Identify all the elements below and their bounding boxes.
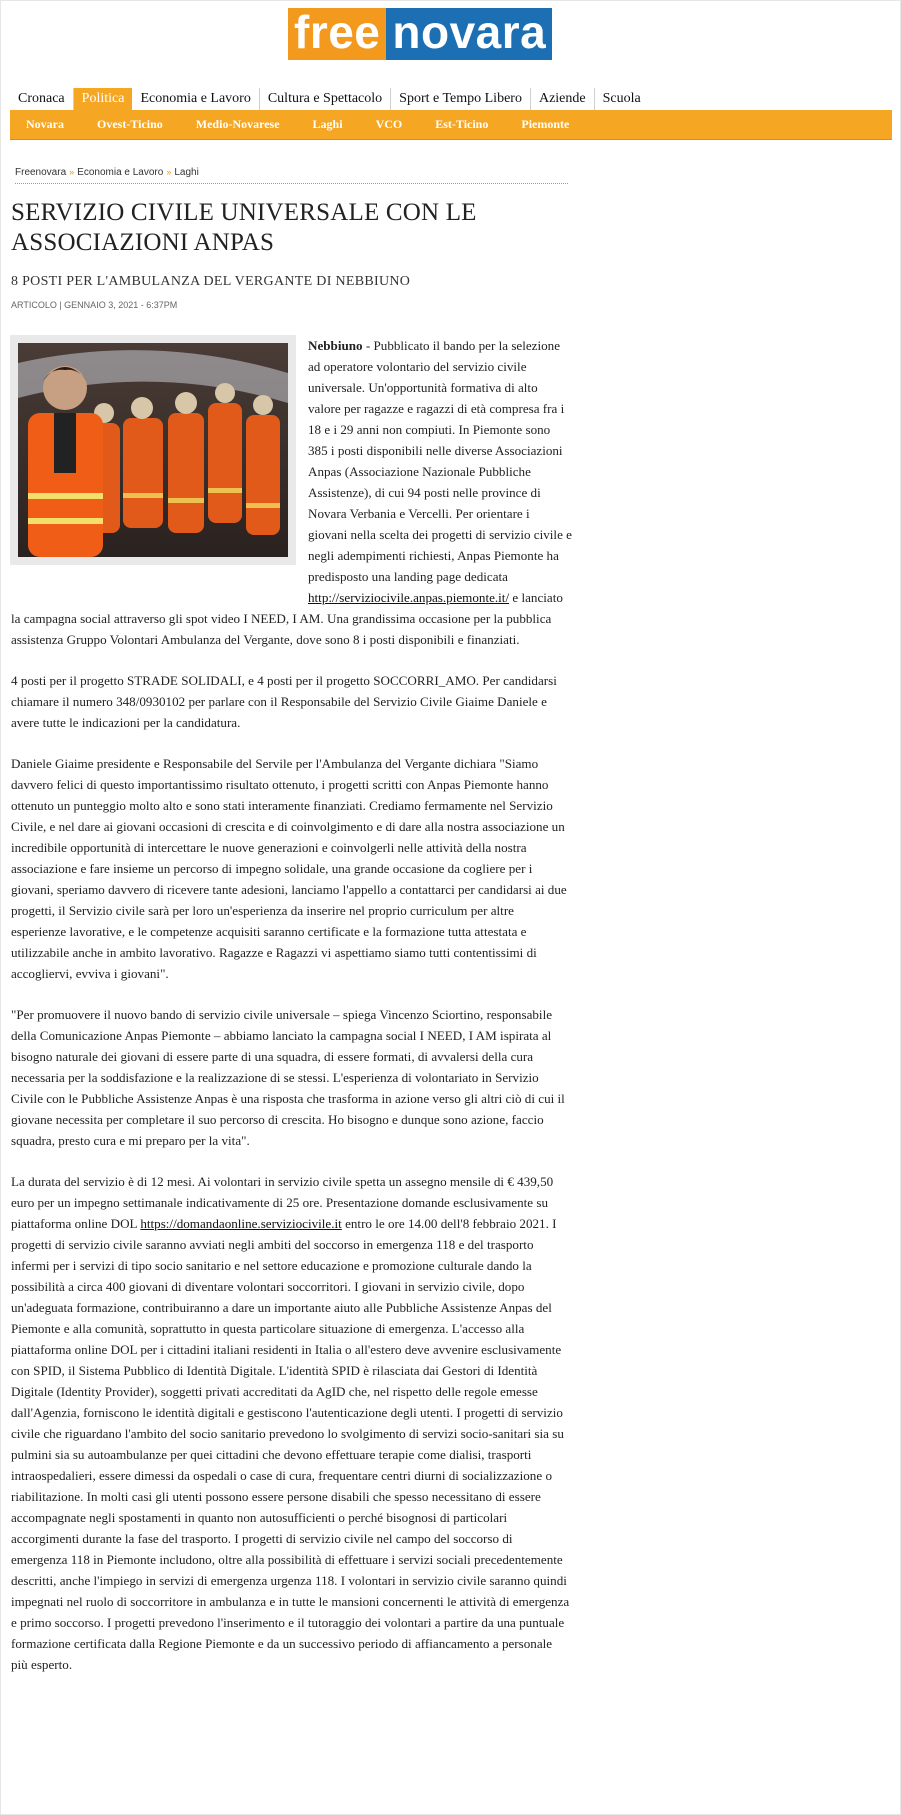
paragraph-text: e lanciato la campagna social attraverso gli spot video I NEED, I AM. Una grandissima occasione per la pubblica assistenza Gruppo Volontari Ambulanza del Vergante, dove sono 8 i posti disponibili e finanziati. [11,590,563,647]
nav-economia-lavoro[interactable]: Economia e Lavoro [132,88,259,110]
nav-cronaca[interactable]: Cronaca [10,88,74,110]
article-title: SERVIZIO CIVILE UNIVERSALE CON LE ASSOCIAZIONI ANPAS [11,199,477,256]
paragraph-text: entro le ore 14.00 dell'8 febbraio 2021. I progetti di servizio civile saranno avviati negli ambiti del soccorso in emergenza 118 e del trasporto infermi per i servizi di tipo socio sanitario e nel settore educazione e promozione culturale dando la possibilità a circa 400 giovani di diventare volontari soccorritori. I giovani in servizio civile, dopo un'adeguata formazione, contribuiranno a dare un importante aiuto alle Pubbliche Assistenze Anpas del Piemonte e alla comunità, soprattutto in questa particolare situazione di emergenza. L'accesso alla piattaforma online DOL per i cittadini italiani residenti in Italia o all'estero deve avvenire esclusivamente con SPID, il Sistema Pubblico di Identità Digitale. L'identità SPID è rilasciata dai Gestori di Identità Digitale (Identity Provider), soggetti privati accreditati da AgID che, nel rispetto delle regole emesse dall'Agenzia, forniscono le identità digitali e gestiscono l'autenticazione degli utenti. I progetti di servizio civile che riguardano l'ambito del socio sanitario prevedono lo svolgimento di servizi socio-sanitari sia su pulmini sia su autoambulanze per quei cittadini che devono effettuare terapie come dialisi, trasporti intraospedalieri, essere dimessi da ospedali o case di cura, frequentare centri diurni di socializzazione o riabilitazione. In molti casi gli utenti possono essere persone disabili che spesso necessitano di essere accompagnate negli spostamenti in quanto non autosufficienti o perché bisognosi di particolari accorgimenti durante la fase del trasporto. I progetti di servizio civile nel campo del soccorso di emergenza 118 in Piemonte includono, oltre alla possibilità di effettuare i servizi sociali precedentemente descritti, anche l'impiego in servizi di emergenza urgenza 118. I volontari in servizio civile saranno quindi impegnati nel ruolo di soccorritore in ambulanza e in tutte le mansioni concernenti le attività di emergenza e primo soccorso. I progetti prevedono l'inserimento e il tutoraggio dei volontari a partire da una puntuale formazione certificata dalla Regione Piemonte e da un successivo periodo di affiancamento a personale più esperto. [11,1216,570,1672]
article-paragraph-5 [11,1171,572,1675]
article-paragraph-4: "Per promuovere il nuovo bando di servizio civile universale – spiega Vincenzo Sciortino, responsabile della Comunicazione Anpas Piemonte – abbiamo lanciato la campagna social I NEED, I AM ispirata al bisogno naturale dei giovani di essere parte di una squadra, di essere formati, di avvalersi della cura necessaria per la soddisfazione e la realizzazione di se stessi. L'esperienza di volontariato in Servizio Civile con le Pubbliche Assistenze Anpas è una risposta che trasforma in azione verso gli altri ciò di cui il giovane necessita per completare il suo percorso di crescita. Ho bisogno e dunque sono azione, faccio squadra, presto cura e mi preparo per la vita". [11,1007,565,1148]
breadcrumb-category[interactable]: Economia e Lavoro [77,167,164,178]
article-subtitle: 8 POSTI PER L'AMBULANZA DEL VERGANTE DI NEBBIUNO [11,274,411,289]
article-paragraph-1 [11,335,572,650]
paragraph-text: La durata del servizio è di 12 mesi. Ai volontari in servizio civile spetta un assegno mensile di € 439,50 euro per un impegno settimanale indicativamente di 25 ore. Presentazione domande esclusivamente su piattaforma online DOL [11,1174,554,1231]
landing-page-link[interactable]: http://serviziocivile.anpas.piemonte.it/ [308,590,510,605]
main-nav [10,87,649,110]
logo-novara: novara [386,8,552,60]
subnav-piemonte[interactable]: Piemonte [521,117,570,131]
subnav-vco[interactable]: VCO [375,117,403,131]
article-paragraph-3: Daniele Giaime presidente e Responsabile del Servile per l'Ambulanza del Vergante dichiara "Siamo davvero felici di questo importantissimo risultato ottenuto, i progetti scritti con Anpas Piemonte hanno ottenuto un punteggio molto alto e sono stati interamente finanziati. Crediamo fermamente nel Servizio Civile, e nel dare ai giovani occasioni di crescita e di coinvolgimento e di dare alla nostra associazione un incredibile opportunità di intercettare le nuove generazioni e coinvolgerli nelle attività della nostra associazione e fare insieme un percorso di impegno solidale, una grande occasione da cogliere per i giovani, speriamo davvero di ricevere tante adesioni, lanciamo l'appello a contattarci per candidarsi ai due progetti, il Servizio civile sarà per loro un'esperienza da inserire nel proprio curriculum per altre esperienze lavorative, e le competenze acquisiti saranno certificate e la formazione tutta attestata e utilizzabile anche in ambito lavorativo. Ragazze e Ragazzi vi aspettiamo siamo tutti contentissimi di accogliervi, evviva i giovani". [11,756,567,981]
subnav-est-ticino[interactable]: Est-Ticino [435,117,489,131]
nav-politica[interactable]: Politica [74,88,133,110]
article-meta: ARTICOLO | GENNAIO 3, 2021 - 6:37PM [11,300,178,310]
logo-free: free [288,8,386,60]
article-body [11,335,572,1695]
lead-place: Nebbiuno [308,338,363,353]
sub-nav [10,110,892,140]
nav-cultura-spettacolo[interactable]: Cultura e Spettacolo [260,88,391,110]
double-chevron-right-icon: » [166,167,172,177]
breadcrumb [15,167,568,184]
double-chevron-right-icon: » [69,167,75,177]
dol-platform-link[interactable]: https://domandaonline.serviziocivile.it [140,1216,342,1231]
subnav-laghi[interactable]: Laghi [312,117,343,131]
nav-sport-tempo-libero[interactable]: Sport e Tempo Libero [391,88,531,110]
breadcrumb-subcategory[interactable]: Laghi [174,167,199,178]
subnav-novara[interactable]: Novara [26,117,64,131]
nav-aziende[interactable]: Aziende [531,88,595,110]
subnav-ovest-ticino[interactable]: Ovest-Ticino [97,117,163,131]
paragraph-text: - Pubblicato il bando per la selezione ad operatore volontario del servizio civile universale. Un'opportunità formativa di alto valore per ragazze e ragazzi di età compresa fra i 18 e i 29 anni non compiuti. In Piemonte sono 385 i posti disponibili nelle diverse Associazioni Anpas (Associazione Nazionale Pubbliche Assistenze), di cui 94 posti nelle province di Novara Verbania e Vercelli. Per orientare i giovani nella scelta dei progetti di servizio civile e negli adempimenti richiesti, Anpas Piemonte ha predisposto una landing page dedicata [308,338,572,584]
nav-scuola[interactable]: Scuola [602,91,641,106]
photo-spacer [11,335,308,597]
site-logo[interactable] [288,8,552,60]
subnav-medio-novarese[interactable]: Medio-Novarese [195,117,280,131]
breadcrumb-home[interactable]: Freenovara [15,167,67,178]
article-paragraph-2: 4 posti per il progetto STRADE SOLIDALI, e 4 posti per il progetto SOCCORRI_AMO. Per candidarsi chiamare il numero 348/0930102 per parlare con il Responsabile del Servizio Civile Giaime Daniele e avere tutte le indicazioni per la candidatura. [11,673,557,730]
